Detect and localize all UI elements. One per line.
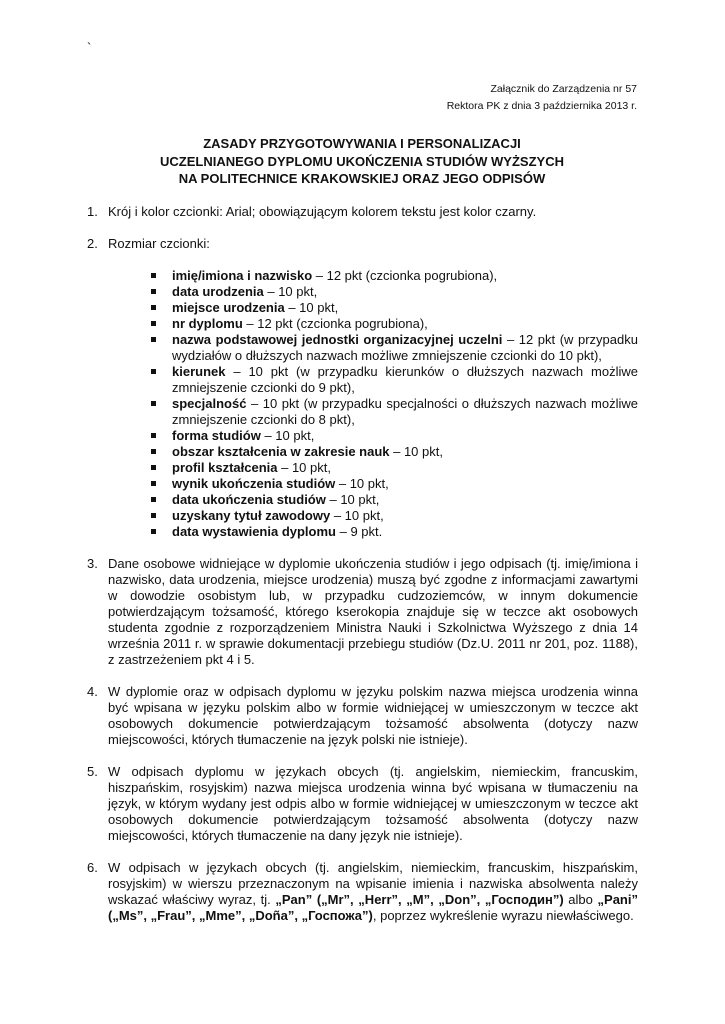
item-term: uzyskany tytuł zawodowy [172,508,331,523]
font-size-list [108,268,638,540]
rules-list [87,204,638,940]
item-term: data wystawienia dyplomu [172,524,336,539]
list-item [151,476,638,492]
section-number: 4. [87,684,98,699]
section-3 [87,556,638,668]
item-desc: – 12 pkt (czcionka pogrubiona), [312,268,498,283]
list-item [151,492,638,508]
square-bullet-icon [151,481,156,486]
list-item [151,364,638,396]
item-desc: – 12 pkt (w przypadku wydziałów o dłuższych nazwach możliwe zmniejszenie czcionki do 10 pkt), [172,332,638,363]
square-bullet-icon [151,513,156,518]
list-item [151,268,638,284]
text-part: W odpisach w językach obcych (tj. angielskim, niemieckim, francuskim, hiszpańskim, rosyjskim) w wierszu przeznaczonym na wpisanie imienia i nazwiska absolwenta należy wskazać właściwy wyraz, tj. [108,860,638,907]
item-desc: – 10 pkt, [277,460,331,475]
attachment-line-1: Załącznik do Zarządzenia nr 57 [490,83,637,95]
section-text: Rozmiar czcionki: [108,236,210,251]
section-text: W odpisach dyplomu w językach obcych (tj. angielskim, niemieckim, francuskim, hiszpańskim, rosyjskim) nazwa miejsca urodzenia winna być wpisana w tłumaczeniu na język, w którym wydany jest odpis albo w formie widniejącej w umieszczonym w teczce akt osobowych dokumencie potwierdzającym tożsamość absolwenta (dotyczy nazw miejscowości, których tłumaczenie na dany język nie istnieje). [108,764,638,843]
section-2 [87,236,638,540]
item-desc: – 9 pkt. [336,524,383,539]
item-desc: – 10 pkt, [263,284,318,299]
title-line-1: ZASADY PRZYGOTOWYWANIA I PERSONALIZACJI [203,136,521,151]
male-form-terms: „Pan” („Mr”, „Herr”, „M”, „Don”, „Господин”) [275,892,564,907]
section-number: 1. [87,204,98,219]
stray-mark: ` [87,40,92,55]
item-term: specjalność [172,396,247,411]
item-desc: – 10 pkt (w przypadku kierunków o dłuższych nazwach możliwe zmniejszenie czcionki do 9 pkt), [172,364,638,395]
square-bullet-icon [151,321,156,326]
item-desc: – 10 pkt (w przypadku specjalności o dłuższych nazwach możliwe zmniejszenie czcionki do 8 pkt), [172,396,638,427]
square-bullet-icon [151,305,156,310]
item-desc: – 10 pkt, [330,508,384,523]
item-term: kierunek [172,364,226,379]
section-1 [87,204,638,220]
list-item [151,524,638,540]
item-term: nazwa podstawowej jednostki organizacyjnej uczelni [172,332,503,347]
item-term: miejsce urodzenia [172,300,285,315]
square-bullet-icon [151,369,156,374]
item-term: obszar kształcenia w zakresie nauk [172,444,390,459]
list-item [151,332,638,364]
item-desc: – 10 pkt, [284,300,339,315]
square-bullet-icon [151,273,156,278]
section-number: 2. [87,236,98,251]
item-term: imię/imiona i nazwisko [172,268,313,283]
title-line-3: NA POLITECHNICE KRAKOWSKIEJ ORAZ JEGO ODPISÓW [178,171,546,186]
list-item [151,428,638,444]
document-title [87,135,637,188]
section-text: Dane osobowe widniejące w dyplomie ukończenia studiów i jego odpisach (tj. imię/imiona i nazwisko, data urodzenia, miejsce urodzenia) muszą być zgodne z informacjami zawartymi w dowodzie osobistym lub, w przypadku cudzoziemców, w innym dokumencie potwierdzającym tożsamość, którego kserokopia znajduje się w teczce akt osobowych studenta zgodnie z rozporządzeniem Ministra Nauki i Szkolnictwa Wyższego z dnia 14 września 2011 r. w sprawie dokumentacji przebiegu studiów (Dz.U. 2011 nr 201, poz. 1188), z zastrzeżeniem pkt 4 i 5. [108,556,638,667]
section-number: 6. [87,860,98,875]
section-6 [87,860,638,924]
item-term: data ukończenia studiów [172,492,326,507]
attachment-line-2: Rektora PK z dnia 3 października 2013 r. [446,100,637,112]
square-bullet-icon [151,529,156,534]
square-bullet-icon [151,449,156,454]
list-item [151,396,638,428]
section-text: Krój i kolor czcionki: Arial; obowiązującym kolorem tekstu jest kolor czarny. [108,204,537,219]
item-term: profil kształcenia [172,460,278,475]
item-desc: – 10 pkt, [389,444,443,459]
text-part: , poprzez wykreślenie wyrazu niewłaściwego. [372,908,634,923]
list-item [151,300,638,316]
section-text [108,860,638,924]
female-form-terms: „Pani” („Ms”, „Frau”, „Mme”, „Doña”, „Госпожа”) [108,892,638,923]
section-text: W dyplomie oraz w odpisach dyplomu w języku polskim nazwa miejsca urodzenia winna być wpisana w języku polskim albo w formie widniejącej w umieszczonym w teczce akt osobowych dokumencie potwierdzającym tożsamość absolwenta (dotyczy nazw miejscowości, których tłumaczenie na język polski nie istnieje). [108,684,638,747]
square-bullet-icon [151,497,156,502]
list-item [151,508,638,524]
square-bullet-icon [151,289,156,294]
section-number: 3. [87,556,98,571]
list-item [151,444,638,460]
text-part: albo [563,892,598,907]
section-number: 5. [87,764,98,779]
square-bullet-icon [151,433,156,438]
square-bullet-icon [151,401,156,406]
item-term: nr dyplomu [172,316,243,331]
section-5 [87,764,638,844]
attachment-note [447,81,637,115]
item-term: forma studiów [172,428,261,443]
square-bullet-icon [151,337,156,342]
item-desc: – 12 pkt (czcionka pogrubiona), [242,316,428,331]
list-item [151,316,638,332]
list-item [151,460,638,476]
title-line-2: UCZELNIANEGO DYPLOMU UKOŃCZENIA STUDIÓW WYŻSZYCH [160,153,564,169]
item-term: wynik ukończenia studiów [172,476,336,491]
item-desc: – 10 pkt, [325,492,380,507]
section-4 [87,684,638,748]
square-bullet-icon [151,465,156,470]
list-item [151,284,638,300]
item-desc: – 10 pkt, [260,428,315,443]
item-desc: – 10 pkt, [335,476,389,491]
item-term: data urodzenia [172,284,264,299]
